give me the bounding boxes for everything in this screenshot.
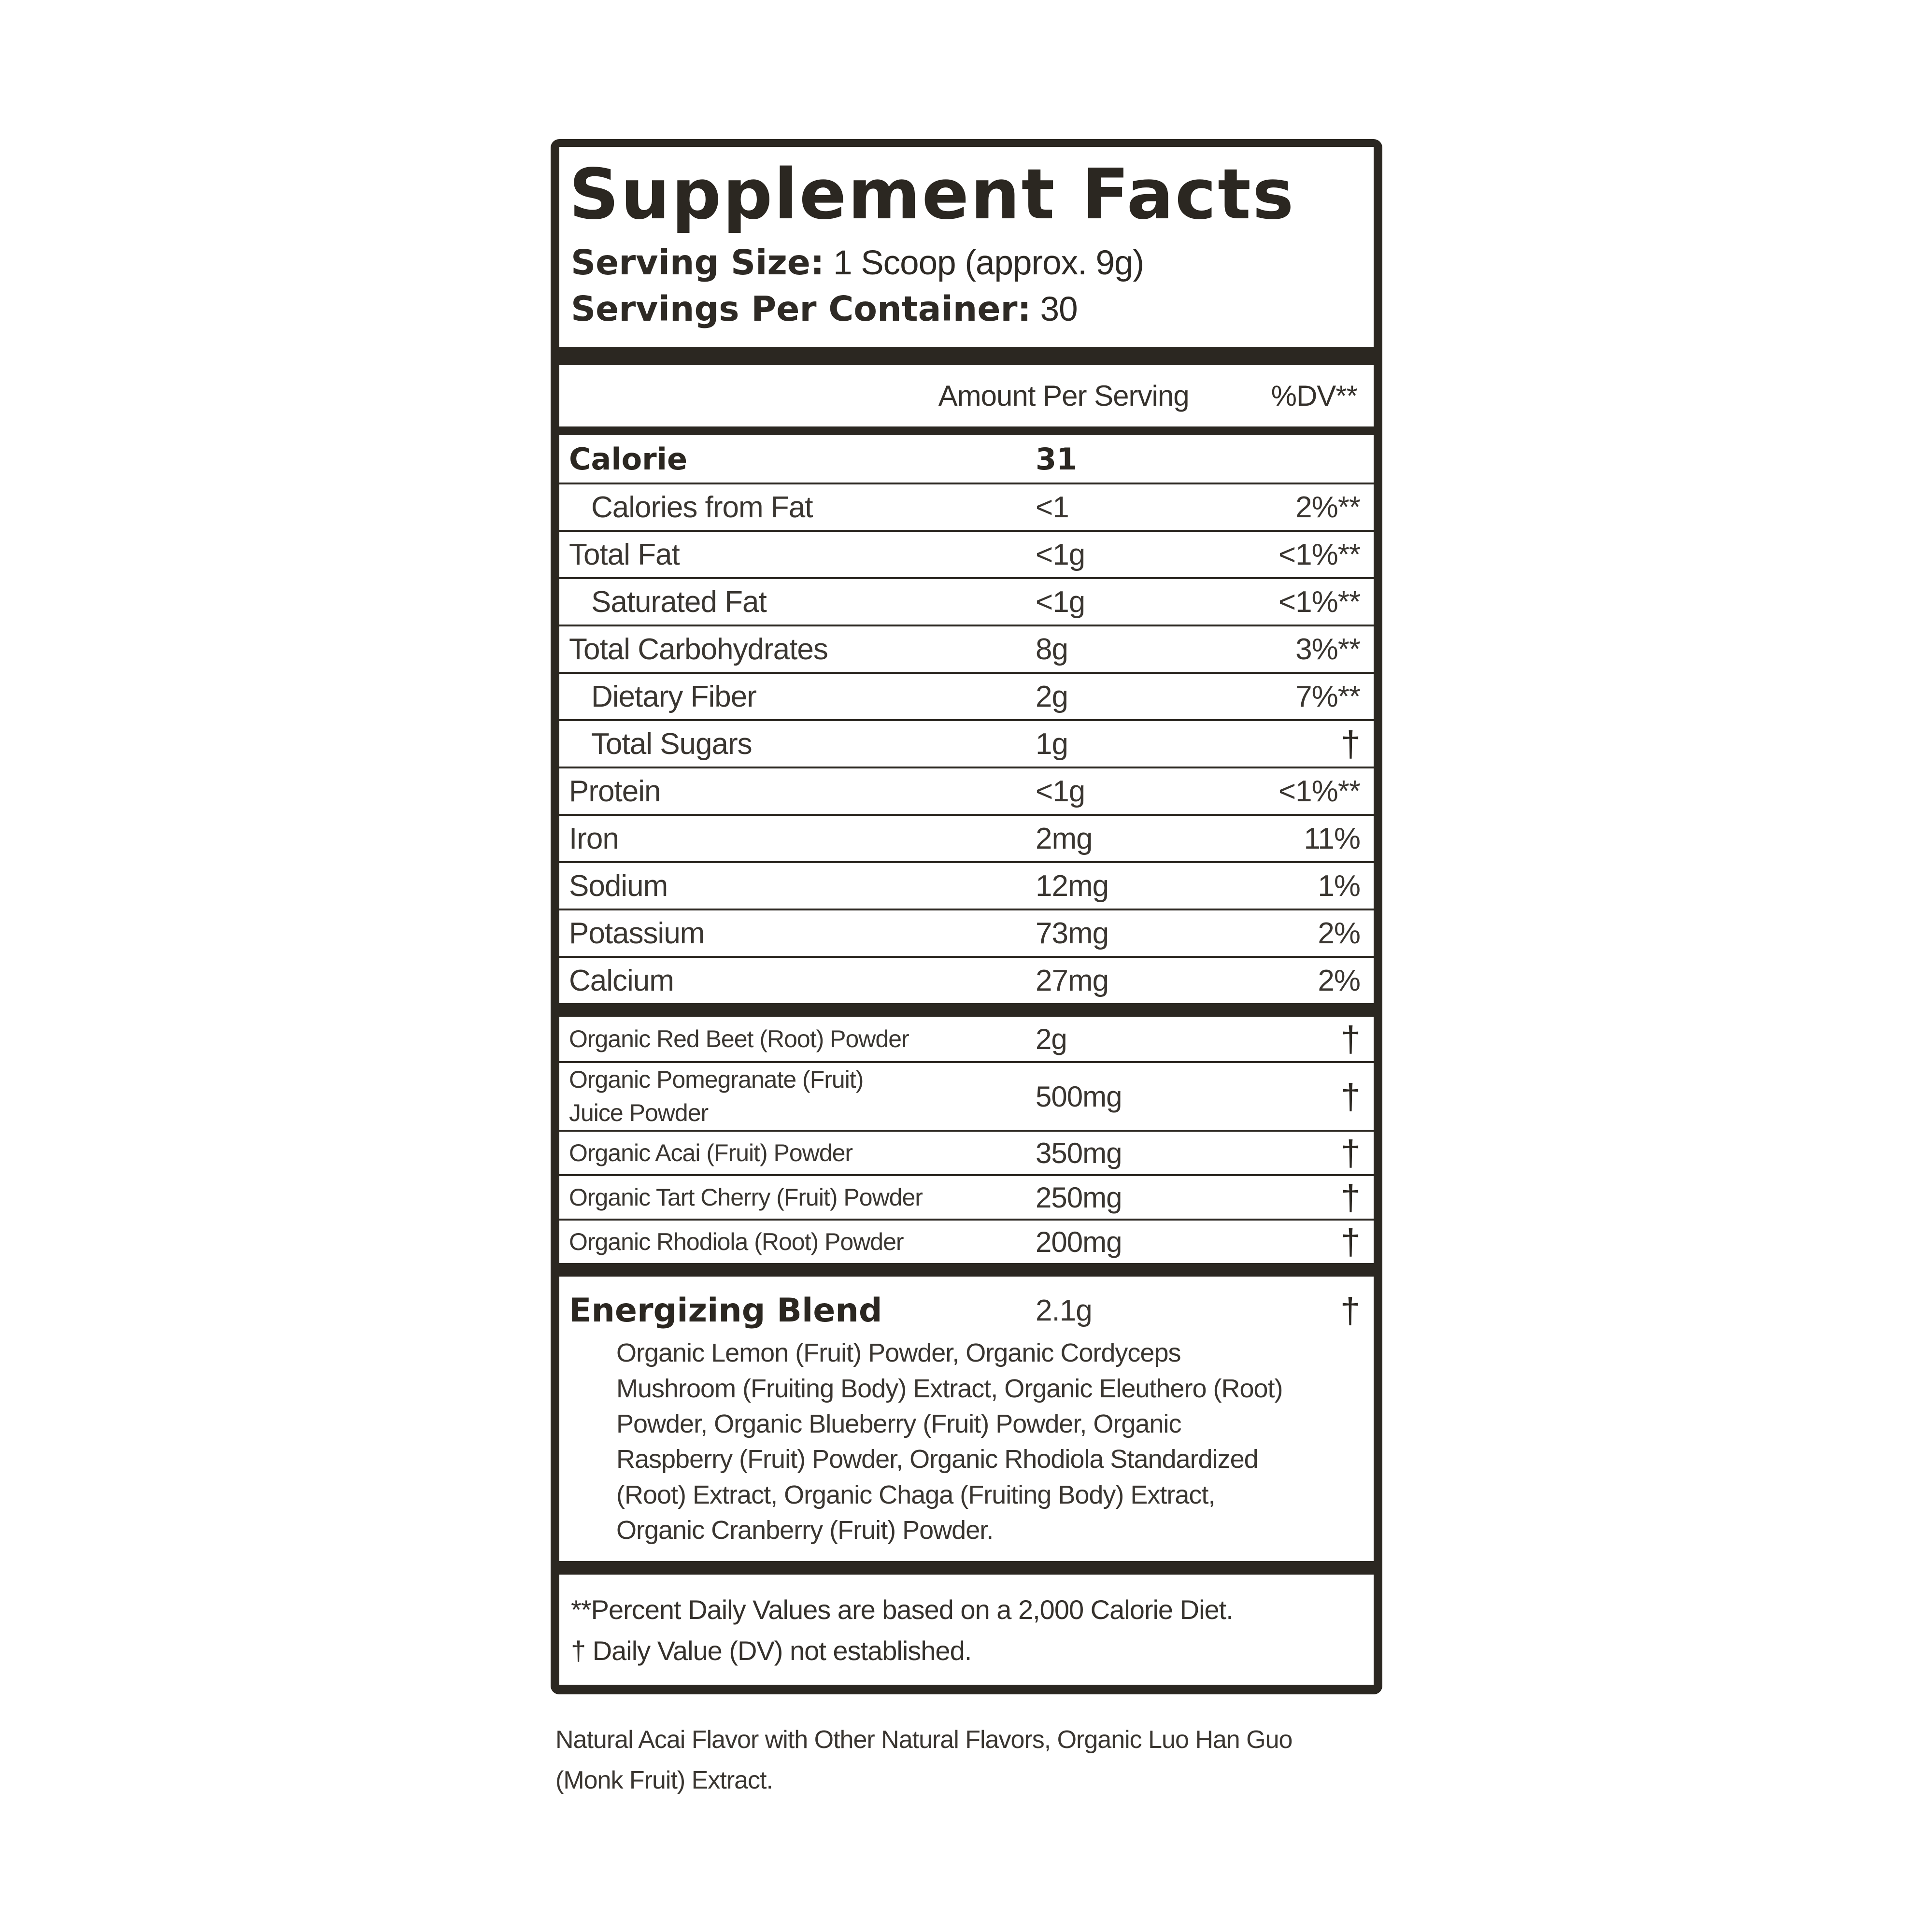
nutrient-name: Calorie [569,441,688,477]
nutrient-dv: 11% [1304,822,1360,855]
botanical-name: Organic Acai (Fruit) Powder [569,1139,853,1167]
nutrient-row-calories-from-fat [559,483,1374,530]
nutrient-dv: 1% [1318,869,1360,903]
nutrient-amount: 73mg [1036,916,1109,950]
column-header-box [551,365,1382,435]
nutrient-amount: 8g [1036,632,1068,666]
nutrient-row-dietary-fiber [559,672,1374,719]
nutrient-name: Iron [569,822,619,855]
nutrient-dv: <1%** [1278,774,1360,808]
blend-dv-dagger: † [1340,1290,1360,1331]
botanical-dv-dagger: † [1340,1019,1360,1059]
column-header-dv: %DV** [1271,380,1357,412]
flavor-ingredients-note: Natural Acai Flavor with Other Natural Flavors, Organic Luo Han Guo (Monk Fruit) Extract. [555,1726,1293,1795]
nutrient-amount: <1g [1036,538,1085,571]
nutrient-name: Saturated Fat [591,585,767,619]
serving-size-label: Serving Size: [571,242,824,283]
nutrient-name: Total Fat [569,538,680,571]
footnotes-box [551,1575,1382,1694]
botanical-name: Organic Rhodiola (Root) Powder [569,1228,904,1256]
botanical-dv-dagger: † [1340,1177,1360,1218]
nutrient-row-iron [559,814,1374,861]
nutrient-name: Total Carbohydrates [569,632,828,666]
blend-ingredients: Organic Lemon (Fruit) Powder, Organic Cordyceps Mushroom (Fruiting Body) Extract, Organic Eleuthero (Root) Powder, Organic Blueberry (Fruit) Powder, Organic Raspberry (Fruit) Powder, Organic Rhodiola Standardized (Root) Extract, Organic Chaga (Fruiting Body) Extract, Organic Cranberry (Fruit) Powder. [616,1338,1283,1545]
nutrient-amount: 27mg [1036,964,1109,997]
nutrient-row-total-fat [559,530,1374,577]
nutrient-dv: 3%** [1295,632,1360,666]
servings-per-container-line [571,286,1365,332]
botanical-row-pomegranate [559,1061,1374,1130]
nutrient-name: Calories from Fat [591,490,813,524]
serving-info [569,240,1365,332]
blend-name: Energizing Blend [569,1291,882,1330]
botanical-row-rhodiola [559,1219,1374,1263]
nutrient-amount: <1g [1036,585,1085,619]
nutrient-row-total-carbohydrates [559,625,1374,672]
blend-box [551,1277,1382,1575]
column-header-amount: Amount Per Serving [938,380,1189,412]
header-box [551,139,1382,365]
botanicals-box [551,1017,1382,1277]
botanical-name: Organic Tart Cherry (Fruit) Powder [569,1184,923,1211]
nutrient-name: Calcium [569,964,674,997]
botanical-name: Organic Red Beet (Root) Powder [569,1025,909,1053]
nutrient-row-sodium [559,861,1374,909]
nutrient-name: Sodium [569,869,668,903]
nutrient-name: Potassium [569,916,705,950]
botanical-dv-dagger: † [1340,1222,1360,1262]
nutrients-box [551,435,1382,1017]
botanical-amount: 250mg [1036,1181,1122,1214]
nutrient-amount: <1g [1036,774,1085,808]
nutrient-dv: 2% [1318,916,1360,950]
botanical-amount: 500mg [1036,1080,1122,1113]
nutrient-row-protein [559,767,1374,814]
nutrient-dv: 2% [1318,964,1360,997]
nutrient-row-calorie [559,435,1374,483]
botanical-name: Organic Pomegranate (Fruit) Juice Powder [569,1066,864,1127]
servings-label: Servings Per Container: [571,288,1031,329]
botanical-row-red-beet [559,1017,1374,1061]
botanical-amount: 2g [1036,1023,1067,1055]
footnote-dv-not-established: † Daily Value (DV) not established. [571,1635,972,1666]
blend-amount: 2.1g [1036,1293,1092,1327]
nutrient-row-total-sugars [559,719,1374,767]
nutrient-name: Total Sugars [591,727,752,761]
botanical-amount: 350mg [1036,1136,1122,1169]
servings-value: 30 [1031,290,1078,328]
nutrient-row-potassium [559,909,1374,956]
botanical-amount: 200mg [1036,1225,1122,1258]
supplement-facts-panel [551,139,1382,1694]
serving-size-value: 1 Scoop (approx. 9g) [824,244,1144,283]
nutrient-amount: 1g [1036,727,1068,761]
nutrient-dv-dagger: † [1340,724,1360,764]
footnote-percent-dv: **Percent Daily Values are based on a 2,000 Calorie Diet. [571,1594,1233,1625]
nutrient-dv: <1%** [1278,585,1360,619]
panel-title: Supplement Facts [569,154,1295,235]
blend-header-row [559,1288,1374,1333]
nutrient-amount: 12mg [1036,869,1109,903]
nutrient-row-saturated-fat [559,577,1374,625]
nutrient-dv: 7%** [1295,680,1360,713]
serving-size-line [571,240,1365,286]
botanical-row-acai [559,1130,1374,1174]
nutrient-amount: 31 [1036,441,1078,477]
nutrient-amount: <1 [1036,490,1069,524]
botanical-dv-dagger: † [1340,1133,1360,1173]
nutrient-name: Protein [569,774,661,808]
botanical-row-tart-cherry [559,1174,1374,1219]
nutrient-name: Dietary Fiber [591,680,756,713]
nutrient-amount: 2mg [1036,822,1093,855]
nutrient-amount: 2g [1036,680,1068,713]
nutrient-dv: <1%** [1278,538,1360,571]
botanical-dv-dagger: † [1340,1076,1360,1117]
nutrient-row-calcium [559,956,1374,1003]
nutrient-dv: 2%** [1295,490,1360,524]
